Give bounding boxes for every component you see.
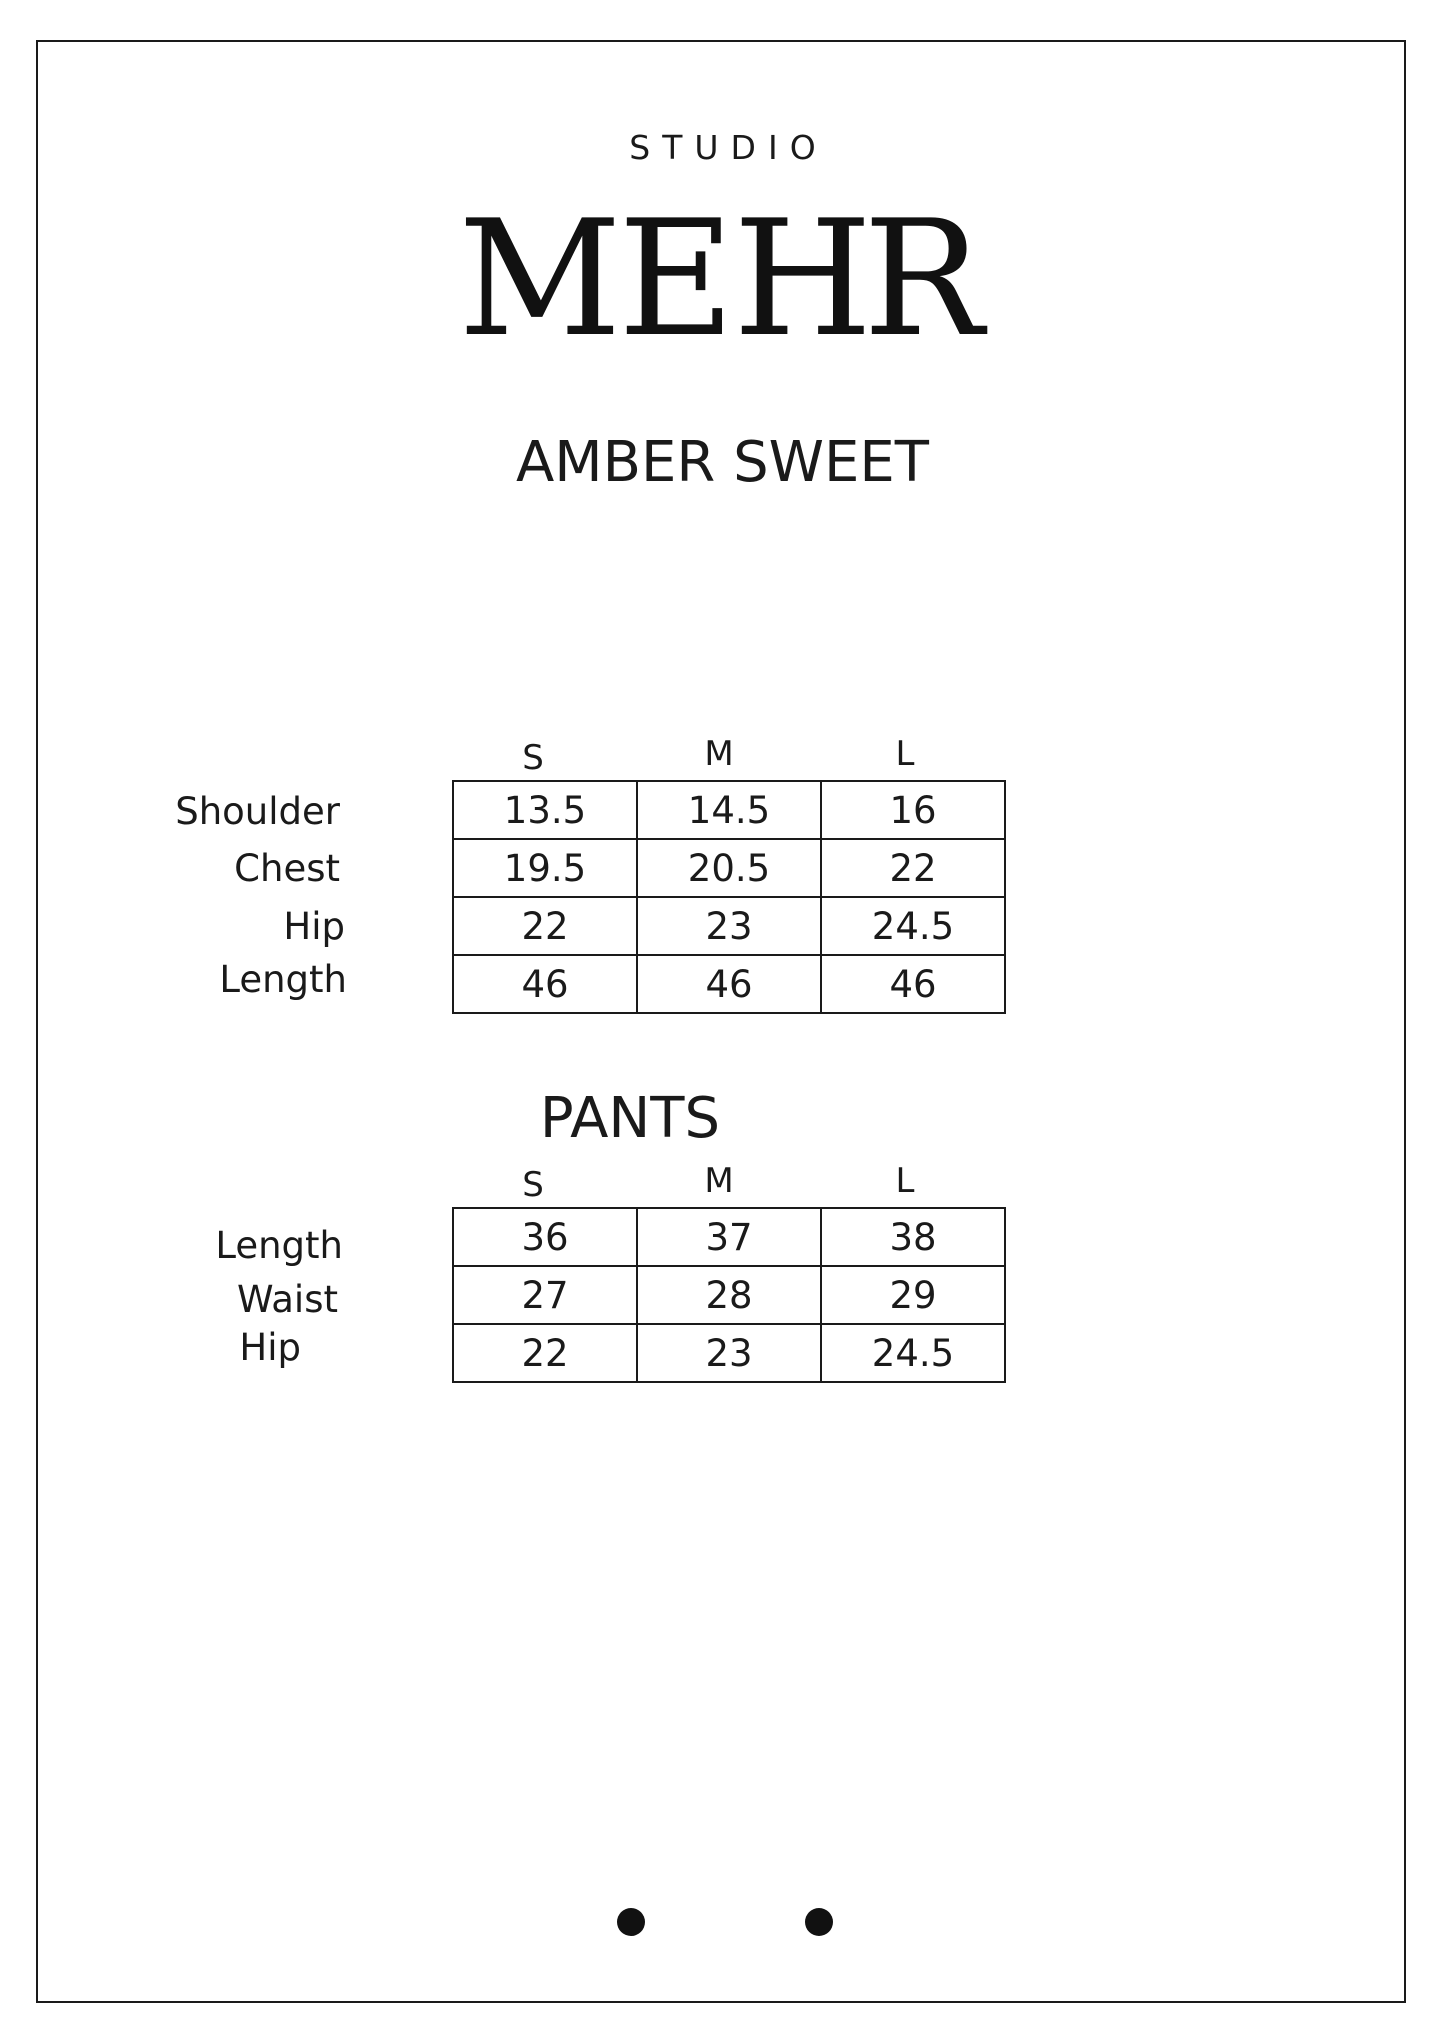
table-row xyxy=(453,1324,1005,1382)
pants-row-label-waist: Waist xyxy=(237,1278,338,1321)
logo-letter-e: E xyxy=(618,200,735,350)
logo-letter-h: H xyxy=(733,200,873,350)
table-row xyxy=(453,781,1005,839)
table-cell: 28 xyxy=(637,1266,821,1324)
logo-letter-r: R xyxy=(863,200,984,350)
table-cell: 46 xyxy=(637,955,821,1013)
pants-size-table xyxy=(452,1207,1006,1383)
table-cell: 24.5 xyxy=(821,897,1005,955)
top-row-label-length: Length xyxy=(219,958,347,1001)
top-col-head-m: M xyxy=(704,734,734,774)
table-cell: 16 xyxy=(821,781,1005,839)
table-cell: 14.5 xyxy=(637,781,821,839)
pants-row-label-hip: Hip xyxy=(239,1326,301,1369)
table-cell: 20.5 xyxy=(637,839,821,897)
table-row xyxy=(453,1208,1005,1266)
pants-col-head-m: M xyxy=(704,1161,734,1201)
pants-col-head-l: L xyxy=(895,1161,915,1201)
decorative-dot-left xyxy=(617,1908,645,1936)
top-row-label-chest: Chest xyxy=(234,847,340,890)
table-cell: 19.5 xyxy=(453,839,637,897)
table-cell: 22 xyxy=(453,897,637,955)
product-title: AMBER SWEET xyxy=(515,430,930,495)
table-cell: 46 xyxy=(821,955,1005,1013)
table-row xyxy=(453,897,1005,955)
mehr-logo xyxy=(458,200,988,350)
top-row-label-hip: Hip xyxy=(283,905,345,948)
decorative-dot-right xyxy=(805,1908,833,1936)
top-row-label-shoulder: Shoulder xyxy=(175,790,340,833)
table-row xyxy=(453,955,1005,1013)
logo-letter-m: M xyxy=(458,200,622,350)
top-col-head-s: S xyxy=(522,738,544,778)
table-cell: 23 xyxy=(637,897,821,955)
pants-col-head-s: S xyxy=(522,1165,544,1205)
pants-title: PANTS xyxy=(539,1086,721,1151)
table-cell: 29 xyxy=(821,1266,1005,1324)
table-cell: 27 xyxy=(453,1266,637,1324)
table-cell: 13.5 xyxy=(453,781,637,839)
table-row xyxy=(453,839,1005,897)
table-cell: 22 xyxy=(453,1324,637,1382)
table-cell: 37 xyxy=(637,1208,821,1266)
table-cell: 23 xyxy=(637,1324,821,1382)
pants-row-label-length: Length xyxy=(215,1224,343,1267)
top-size-table xyxy=(452,780,1006,1014)
table-cell: 24.5 xyxy=(821,1324,1005,1382)
table-cell: 22 xyxy=(821,839,1005,897)
table-row xyxy=(453,1266,1005,1324)
table-cell: 38 xyxy=(821,1208,1005,1266)
brand-studio-text: STUDIO xyxy=(629,128,828,167)
table-cell: 36 xyxy=(453,1208,637,1266)
top-col-head-l: L xyxy=(895,734,915,774)
table-cell: 46 xyxy=(453,955,637,1013)
